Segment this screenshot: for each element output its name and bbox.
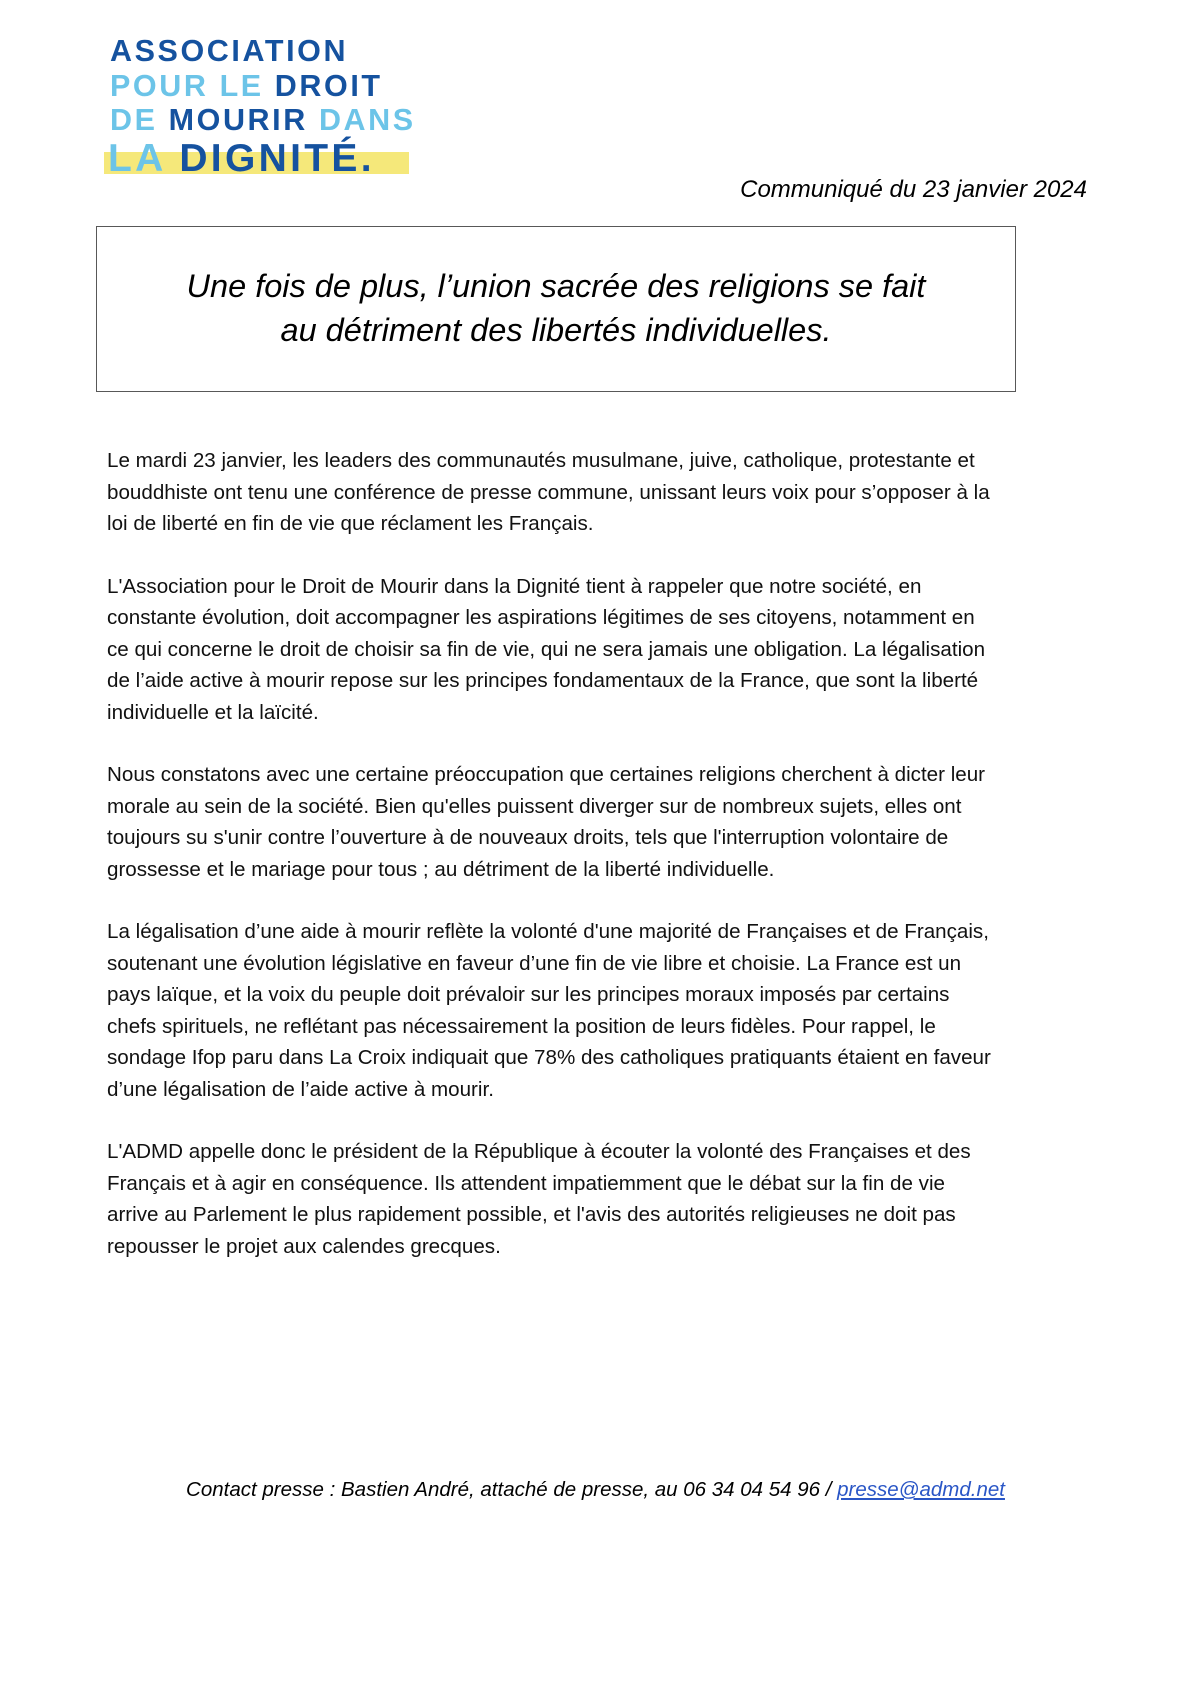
logo-word-de: DE: [110, 103, 169, 137]
body-content: [107, 445, 997, 1293]
logo-word-mourir: MOURIR: [168, 103, 319, 137]
body-paragraph: L'Association pour le Droit de Mourir dans la Dignité tient à rappeler que notre société, en constante évolution, doit accompagner les aspirations légitimes de ses citoyens, notamment en ce qui concerne le droit de choisir sa fin de vie, qui ne sera jamais une obligation. La légalisation de l’aide active à mourir repose sur les principes fondamentaux de la France, que sont la liberté individuelle et la laïcité.: [107, 574, 986, 724]
headline-line-2: au détriment des libertés individuelles.: [280, 312, 832, 348]
footer-contact-text: Contact presse : Bastien André, attaché de presse, au 06 34 04 54 96 /: [186, 1478, 838, 1501]
logo-word-dans: DANS: [318, 103, 416, 137]
body-paragraph: L'ADMD appelle donc le président de la République à écouter la volonté des Françaises et des Français et à agir en conséquence. Ils attendent impatiemment que le débat sur la fin de vie arrive au Parlement le plus rapidement possible, et l'avis des autorités religieuses ne doit pas repousser le projet aux calendes grecques.: [107, 1140, 971, 1258]
press-email-link[interactable]: presse@admd.net: [837, 1478, 1005, 1501]
logo-line-de-mourir-dans: [110, 105, 424, 136]
headline-line-1: Une fois de plus, l’union sacrée des religions se fait: [186, 268, 926, 305]
body-paragraph: La légalisation d’une aide à mourir reflète la volonté d'une majorité de Françaises et de Français, soutenant une évolution législative en faveur d’une fin de vie libre et choisie. La France est un pays laïque, et la voix du peuple doit prévaloir sur les principes moraux imposés par certains chefs spirituels, ne reflétant pas nécessairement la position de leurs fidèles. Pour rappel, le sondage Ifop paru dans La Croix indiquait que 78% des catholiques pratiquants étaient en faveur d’une légalisation de l’aide active à mourir.: [107, 920, 991, 1101]
body-paragraph: Le mardi 23 janvier, les leaders des communautés musulmane, juive, catholique, protestante et bouddhiste ont tenu une conférence de presse commune, unissant leurs voix pour s’opposer à la loi de liberté en fin de vie que réclament les Français.: [107, 449, 990, 535]
logo-word-la: LA: [108, 136, 180, 180]
logo-line-association: ASSOCIATION: [110, 34, 349, 68]
logo-word-droit: DROIT: [274, 68, 383, 103]
logo-word-pour: POUR: [110, 68, 220, 103]
communique-date: Communiqué du 23 janvier 2024: [740, 176, 1087, 203]
body-paragraph: Nous constatons avec une certaine préoccupation que certaines religions cherchent à dicter leur morale au sein de la société. Bien qu'elles puissent diverger sur de nombreux sujets, elles ont toujours su s'unir contre l’ouverture à de nouveaux droits, tels que l'interruption volontaire de grossesse et le mariage pour tous ; au détriment de la liberté individuelle.: [107, 763, 986, 881]
admd-logo: [104, 36, 424, 186]
logo-line-pour-le-droit: [110, 68, 424, 103]
footer-contact: [0, 1478, 1191, 1502]
headline-box: [96, 226, 1016, 392]
logo-line-la-dignite: [108, 136, 424, 180]
logo-word-le: LE: [219, 68, 275, 103]
logo-word-dignite: DIGNITÉ.: [179, 136, 375, 180]
